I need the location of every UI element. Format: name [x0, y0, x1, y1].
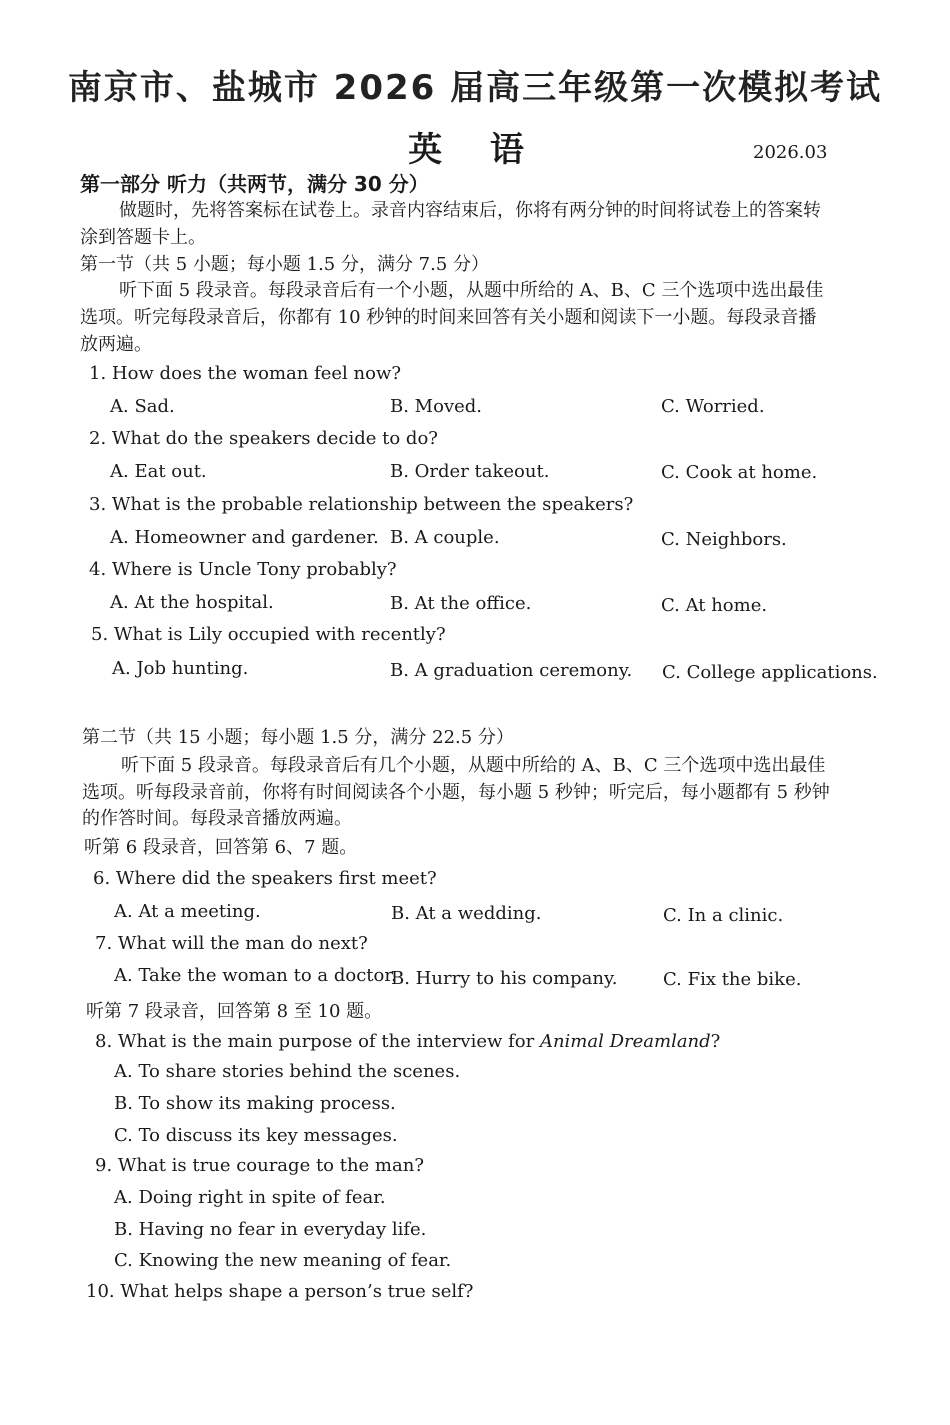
q4-option-b: B. At the office.	[390, 593, 532, 614]
part1-instruction-line1: 做题时，先将答案标在试卷上。录音内容结束后，你将有两分钟的时间将试卷上的答案转	[119, 200, 821, 221]
question-2: 2. What do the speakers decide to do?	[89, 428, 438, 449]
q5-option-a: A. Job hunting.	[112, 658, 249, 679]
question-5: 5. What is Lily occupied with recently?	[91, 624, 446, 645]
q6-option-a: A. At a meeting.	[114, 901, 261, 922]
question-10: 10. What helps shape a person’s true self?	[86, 1281, 474, 1302]
section2-heading: 第二节（共 15 小题；每小题 1.5 分，满分 22.5 分）	[82, 727, 514, 748]
exam-date: 2026.03	[753, 142, 828, 163]
q8-option-a: A. To share stories behind the scenes.	[114, 1061, 461, 1082]
q6-option-b: B. At a wedding.	[391, 903, 542, 924]
q1-option-c: C. Worried.	[661, 396, 765, 417]
section2-desc-line2: 选项。听每段录音前，你将有时间阅读各个小题，每小题 5 秒钟；听完后，每小题都有 5 秒钟	[82, 782, 830, 803]
q9-option-a: A. Doing right in spite of fear.	[114, 1187, 386, 1208]
q9-option-b: B. Having no fear in everyday life.	[114, 1219, 427, 1240]
q3-option-a: A. Homeowner and gardener.	[110, 527, 379, 548]
question-6: 6. Where did the speakers first meet?	[93, 868, 437, 889]
q8-option-b: B. To show its making process.	[114, 1093, 396, 1114]
q7-option-b: B. Hurry to his company.	[391, 968, 618, 989]
q1-option-b: B. Moved.	[390, 396, 483, 417]
question-9: 9. What is true courage to the man?	[95, 1155, 424, 1176]
q5-option-b: B. A graduation ceremony.	[390, 660, 633, 681]
section2-desc-line3: 的作答时间。每段录音播放两遍。	[82, 808, 352, 829]
q7-option-c: C. Fix the bike.	[663, 969, 802, 990]
q8-option-c: C. To discuss its key messages.	[114, 1125, 398, 1146]
q7-option-a: A. Take the woman to a doctor.	[114, 965, 397, 986]
q2-option-b: B. Order takeout.	[390, 461, 550, 482]
q3-option-b: B. A couple.	[390, 527, 500, 548]
q4-option-c: C. At home.	[661, 595, 768, 616]
q1-option-a: A. Sad.	[110, 396, 175, 417]
question-8-title: Animal Dreamland	[539, 1031, 711, 1052]
question-8-text-post: ?	[710, 1031, 721, 1052]
question-3: 3. What is the probable relationship between the speakers?	[89, 494, 634, 515]
audio6-intro: 听第 6 段录音，回答第 6、7 题。	[84, 837, 358, 858]
audio7-intro: 听第 7 段录音，回答第 8 至 10 题。	[86, 1001, 383, 1022]
section1-desc-line2: 选项。听完每段录音后，你都有 10 秒钟的时间来回答有关小题和阅读下一小题。每段录音播	[80, 307, 817, 328]
part1-instruction-line2: 涂到答题卡上。	[80, 227, 206, 248]
subject-title: 英 语	[408, 130, 542, 170]
section1-desc-line3: 放两遍。	[80, 334, 152, 355]
section1-desc-line1: 听下面 5 段录音。每段录音后有一个小题，从题中所给的 A、B、C 三个选项中选出最佳	[119, 280, 824, 301]
q9-option-c: C. Knowing the new meaning of fear.	[114, 1250, 452, 1271]
q6-option-c: C. In a clinic.	[663, 905, 784, 926]
question-4: 4. Where is Uncle Tony probably?	[89, 559, 397, 580]
section2-desc-line1: 听下面 5 段录音。每段录音后有几个小题，从题中所给的 A、B、C 三个选项中选出最佳	[121, 755, 826, 776]
q3-option-c: C. Neighbors.	[661, 529, 787, 550]
question-1: 1. How does the woman feel now?	[89, 363, 402, 384]
q4-option-a: A. At the hospital.	[110, 592, 274, 613]
q2-option-a: A. Eat out.	[110, 461, 207, 482]
q5-option-c: C. College applications.	[662, 662, 878, 683]
question-8	[95, 1031, 720, 1052]
section1-heading: 第一节（共 5 小题；每小题 1.5 分，满分 7.5 分）	[80, 254, 490, 275]
q2-option-c: C. Cook at home.	[661, 462, 818, 483]
question-8-text-pre: 8. What is the main purpose of the interview for	[95, 1031, 540, 1052]
exam-title: 南京市、盐城市 2026 届高三年级第一次模拟考试	[67, 68, 883, 108]
part1-heading: 第一部分 听力（共两节，满分 30 分）	[80, 172, 429, 196]
question-7: 7. What will the man do next?	[95, 933, 368, 954]
